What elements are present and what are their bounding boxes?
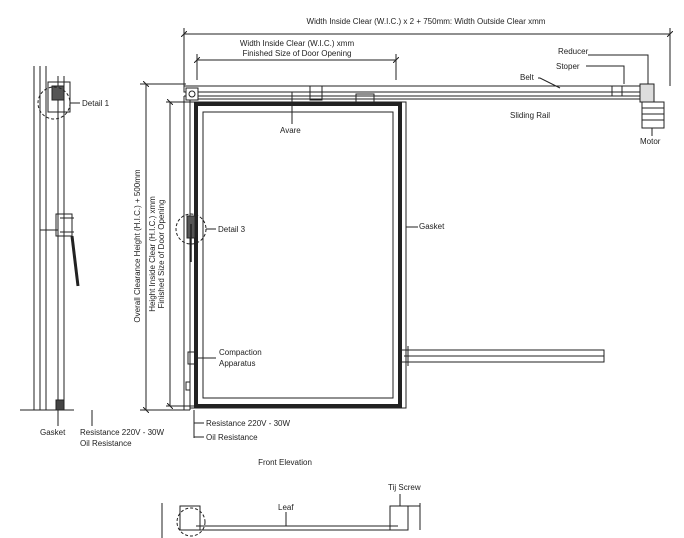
overall-width-label: Width Inside Clear (W.I.C.) x 2 + 750mm: Width Outside Clear xmm — [306, 17, 546, 26]
height-inside-clear-label: Height Inside Clear (H.I.C.) xmm — [148, 196, 157, 312]
stoper-label: Stoper — [556, 62, 580, 71]
side-section-view — [20, 66, 78, 410]
inner-width-label-2: Finished Size of Door Opening — [242, 49, 352, 58]
finished-height-label: Finished Size of Door Opening — [157, 199, 166, 309]
plan-detail-callout-circle — [177, 508, 205, 536]
overall-height-label: Overall Clearance Height (H.I.C.) + 500mm — [133, 169, 142, 323]
compaction-label-1: Compaction — [219, 348, 262, 357]
reducer-label: Reducer — [558, 47, 589, 56]
leaf-label: Leaf — [278, 503, 294, 512]
motor-icon — [640, 84, 664, 128]
resistance-front-label: Resistance 220V - 30W — [206, 419, 291, 428]
extension-rail — [400, 346, 604, 366]
avare-label: Avare — [280, 126, 301, 135]
compaction-label-2: Apparatus — [219, 359, 256, 368]
door-handle — [187, 216, 195, 262]
inner-width-label-1: Width Inside Clear (W.I.C.) xmm — [239, 39, 355, 48]
belt-label: Belt — [520, 73, 534, 82]
gasket-side-label: Gasket — [40, 428, 66, 437]
motor-label: Motor — [640, 137, 661, 146]
sliding-rail-label: Sliding Rail — [510, 111, 551, 120]
detail-3-label: Detail 3 — [218, 225, 246, 234]
gasket-label: Gasket — [419, 222, 445, 231]
tij-screw-label: Tij Screw — [388, 483, 421, 492]
oil-resistance-side-label: Oil Resistance — [80, 439, 132, 448]
oil-resistance-front-label: Oil Resistance — [206, 433, 258, 442]
detail-1-label: Detail 1 — [82, 99, 110, 108]
door-leaf — [184, 96, 406, 410]
sliding-rail-assembly — [184, 86, 648, 102]
front-elevation-title: Front Elevation — [258, 458, 312, 467]
resistance-side-label: Resistance 220V - 30W — [80, 428, 165, 437]
